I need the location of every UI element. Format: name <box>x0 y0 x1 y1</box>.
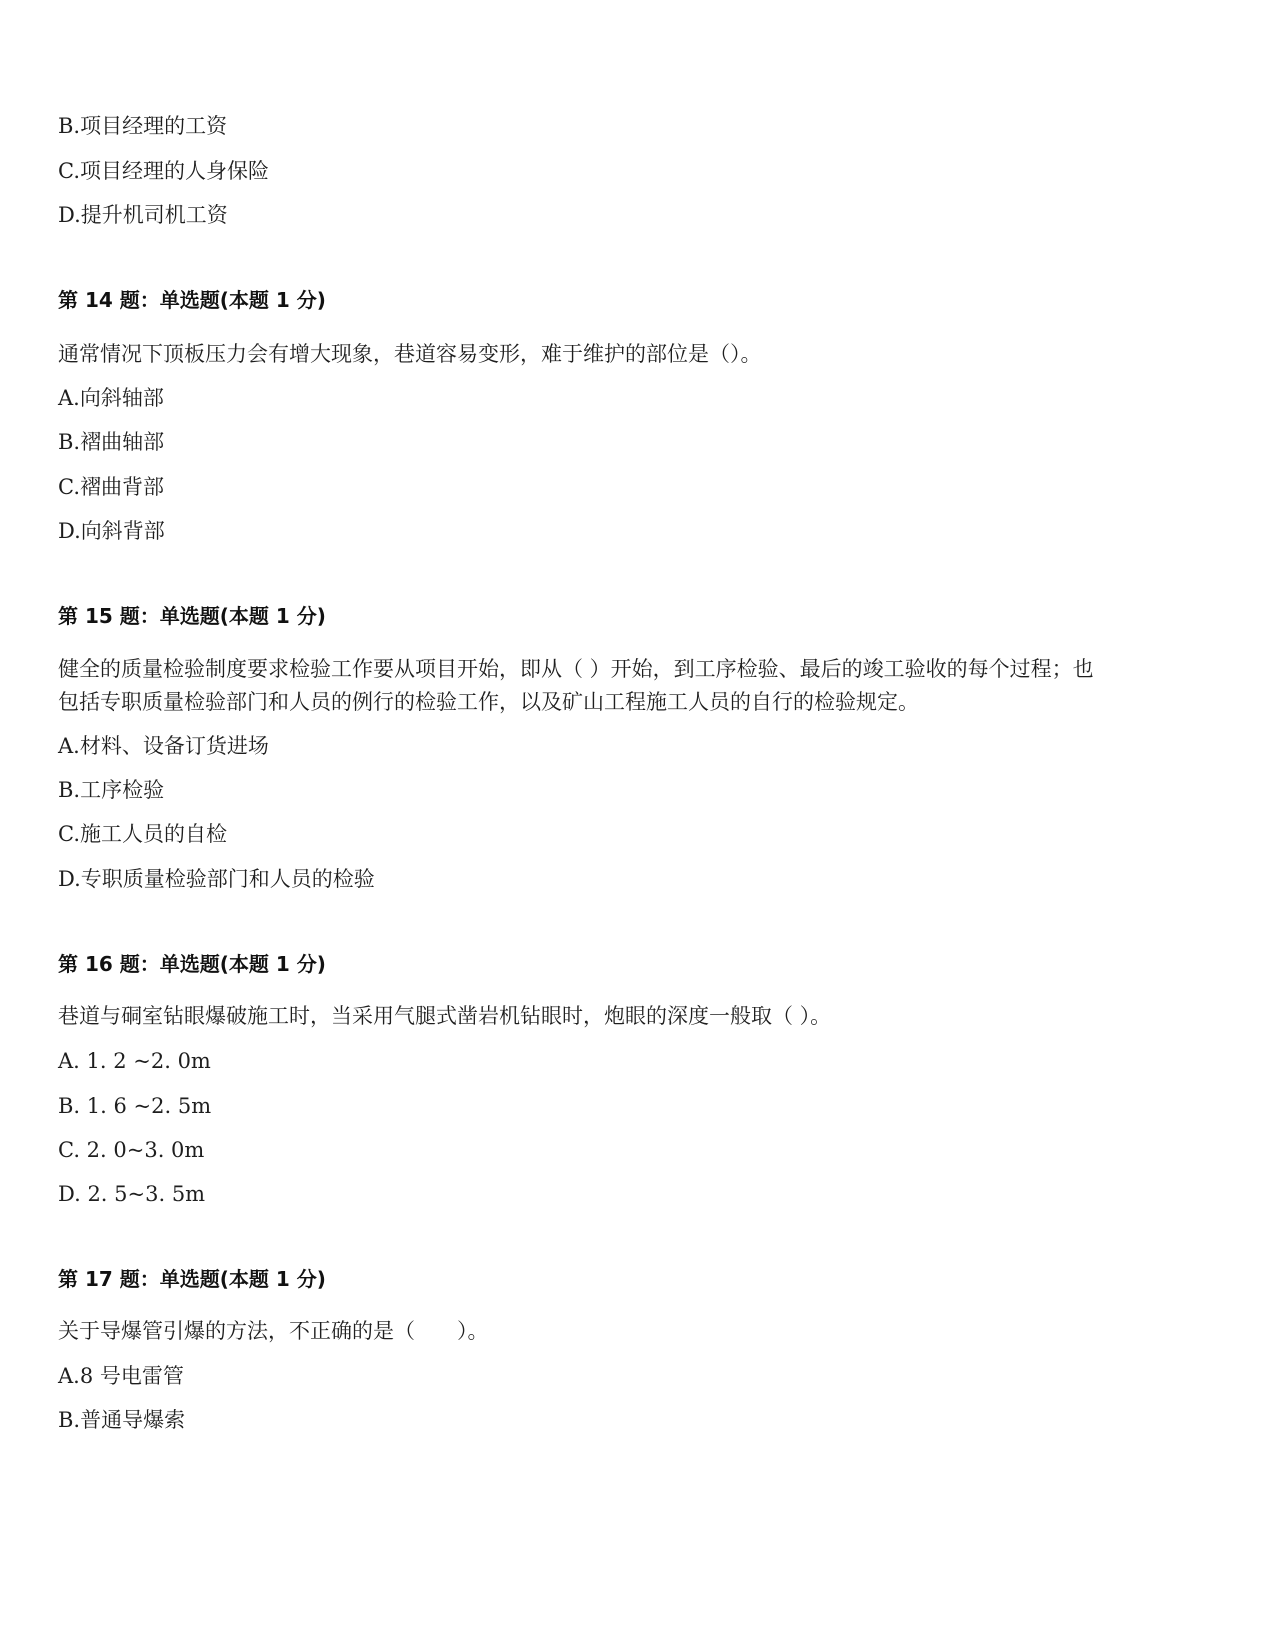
option-item: B.项目经理的工资 <box>58 114 228 138</box>
question-stem: 包括专职质量检验部门和人员的例行的检验工作，以及矿山工程施工人员的自行的检验规定。 <box>58 690 919 714</box>
option-item: A.8 号电雷管 <box>58 1364 184 1388</box>
option-item: B.普通导爆索 <box>58 1408 186 1432</box>
option-item: D.专职质量检验部门和人员的检验 <box>58 867 375 891</box>
question-header: 第 17 题：单选题(本题 1 分) <box>58 1267 326 1291</box>
question-stem: 健全的质量检验制度要求检验工作要从项目开始，即从（ ）开始，到工序检验、最后的竣工验收的每个过程；也 <box>58 657 1094 681</box>
option-item: C.褶曲背部 <box>58 475 164 499</box>
option-item: B.工序检验 <box>58 778 165 802</box>
option-item: C.项目经理的人身保险 <box>58 159 269 183</box>
option-item: A. 1. 2 ~2. 0m <box>58 1049 211 1073</box>
option-item: A.材料、设备订货进场 <box>58 734 269 758</box>
option-item: C. 2. 0~3. 0m <box>58 1138 205 1162</box>
option-item: D.提升机司机工资 <box>58 203 228 227</box>
option-item: D.向斜背部 <box>58 519 165 543</box>
option-item: D. 2. 5~3. 5m <box>58 1182 206 1206</box>
question-stem: 巷道与硐室钻眼爆破施工时，当采用气腿式凿岩机钻眼时，炮眼的深度一般取（ ）。 <box>58 1004 832 1028</box>
question-stem: 通常情况下顶板压力会有增大现象，巷道容易变形，难于维护的部位是（）。 <box>58 342 762 366</box>
option-item: B. 1. 6 ~2. 5m <box>58 1094 212 1118</box>
option-item: A.向斜轴部 <box>58 386 164 410</box>
question-header: 第 15 题：单选题(本题 1 分) <box>58 604 326 628</box>
option-item: C.施工人员的自检 <box>58 822 227 846</box>
question-header: 第 16 题：单选题(本题 1 分) <box>58 952 326 976</box>
option-item: B.褶曲轴部 <box>58 430 165 454</box>
question-header: 第 14 题：单选题(本题 1 分) <box>58 288 326 312</box>
question-stem: 关于导爆管引爆的方法，不正确的是（ ）。 <box>58 1319 489 1343</box>
